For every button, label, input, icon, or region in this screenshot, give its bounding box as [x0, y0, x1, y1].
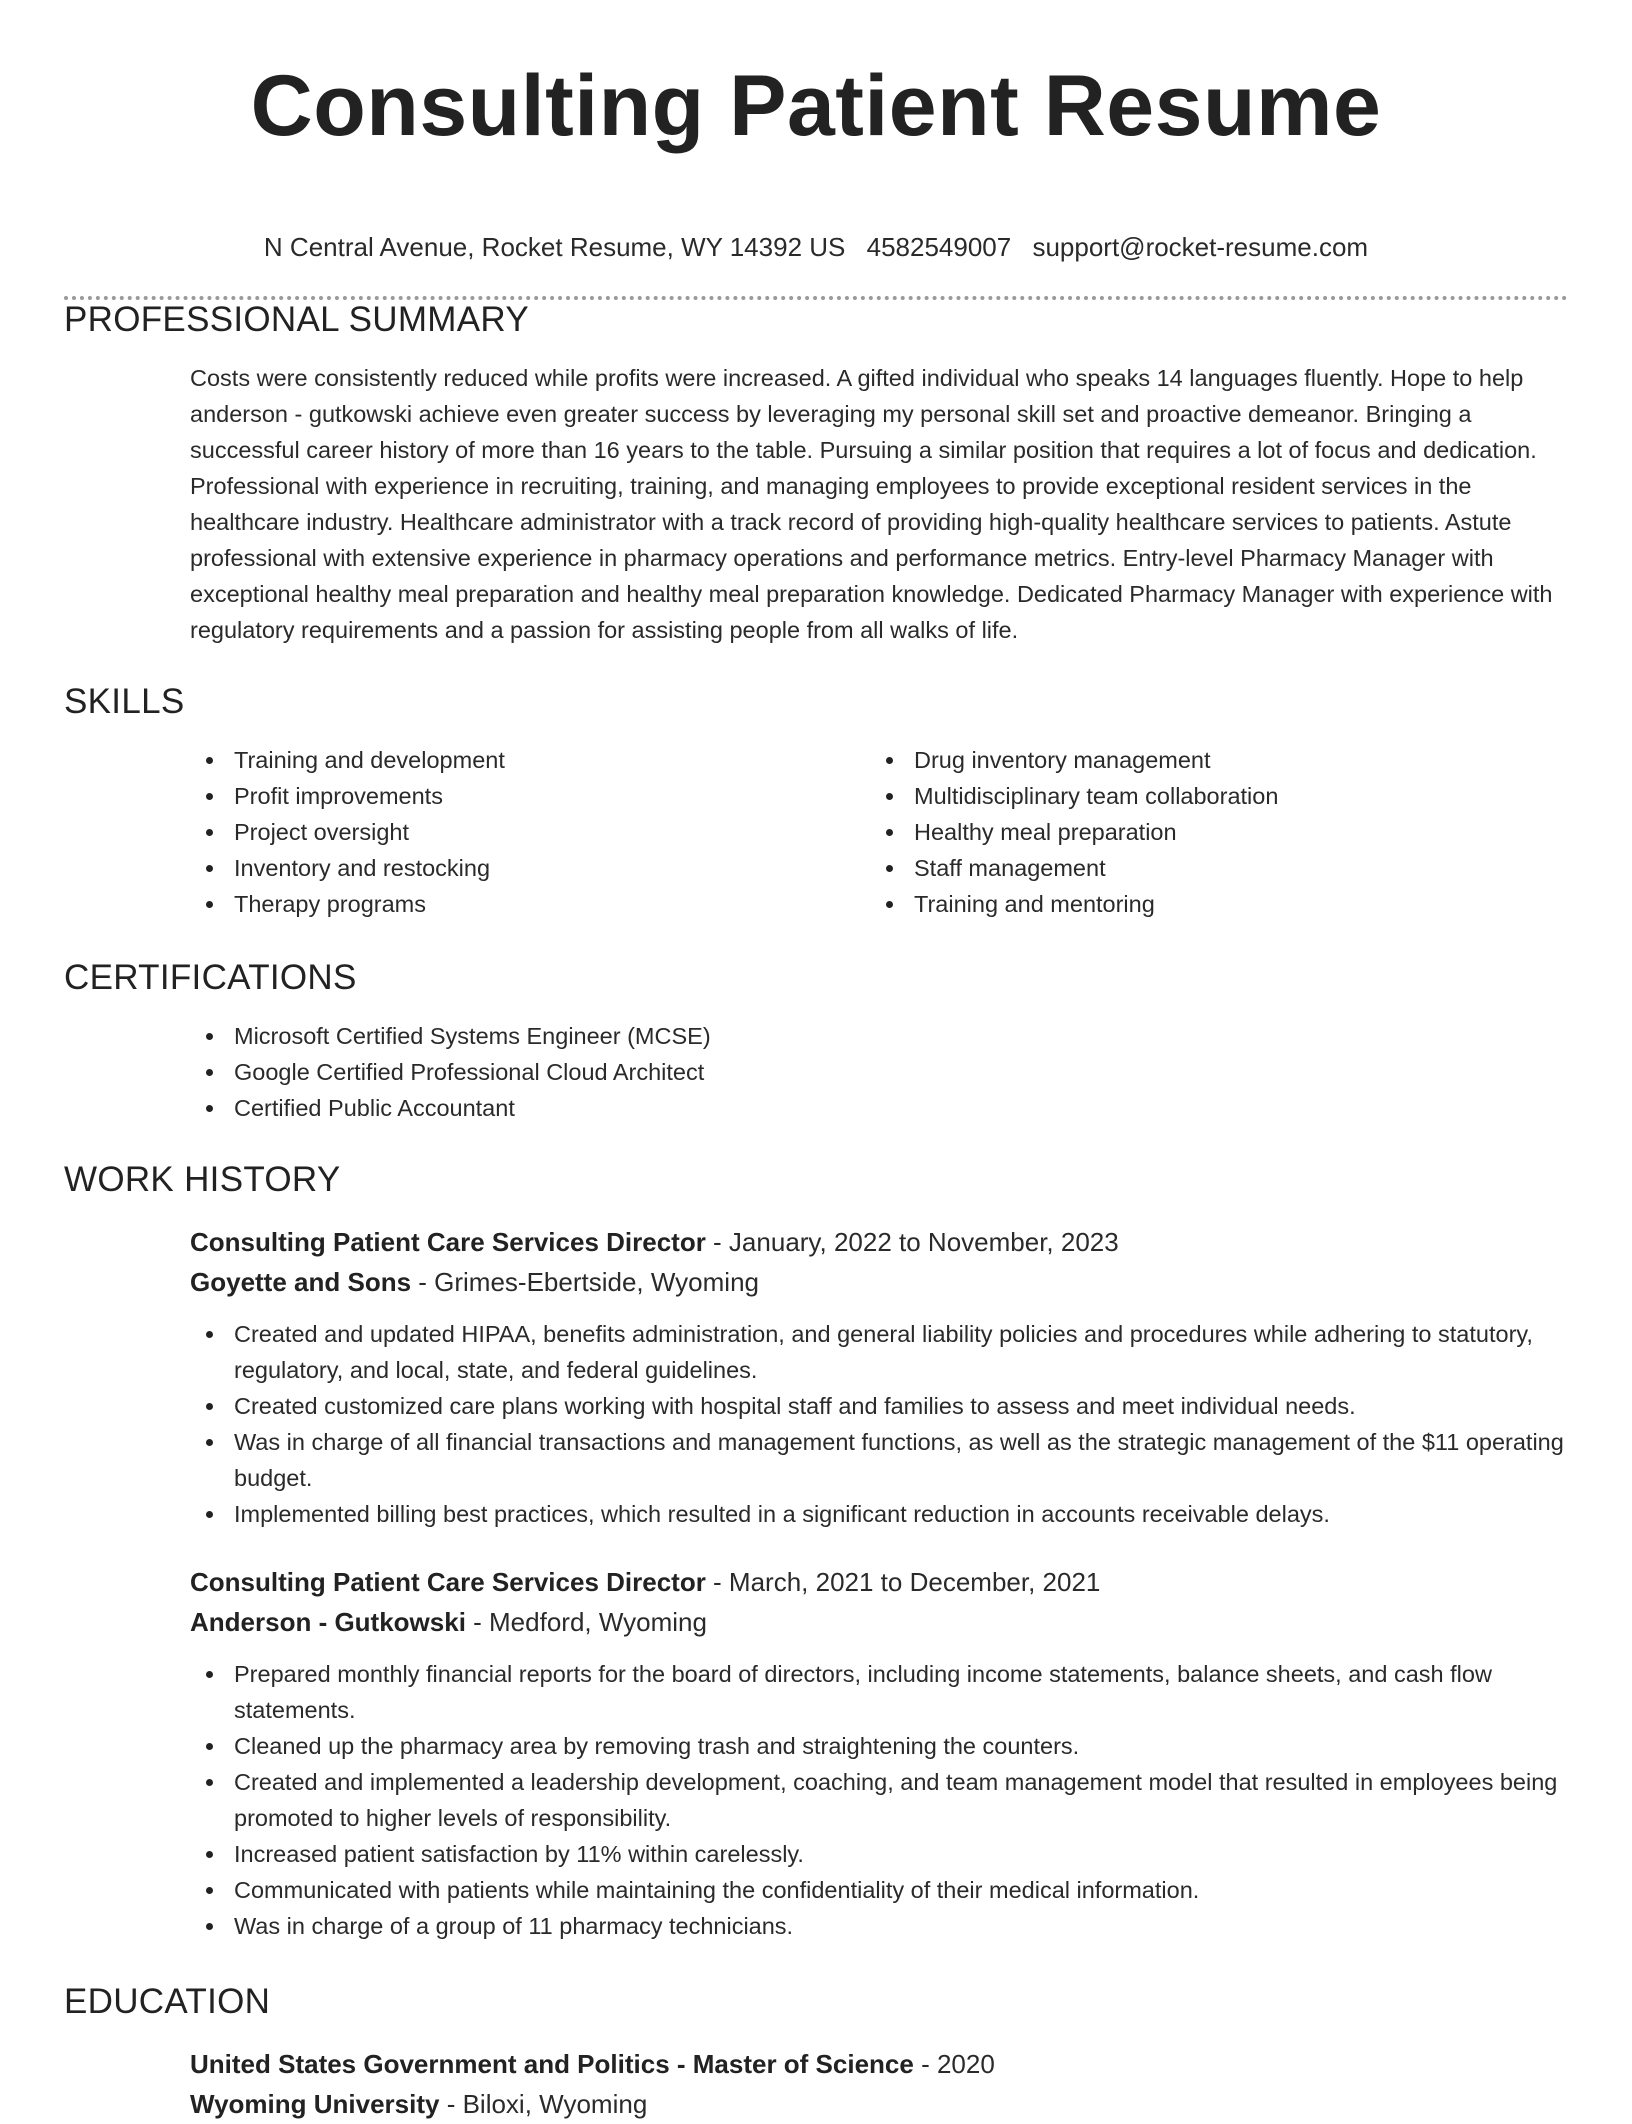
- job-location: - Medford, Wyoming: [465, 1607, 707, 1637]
- job-bullet: Communicated with patients while maintaining the confidentiality of their medical information.: [190, 1872, 1568, 1908]
- skill-item: Healthy meal preparation: [870, 814, 1550, 850]
- certifications-list: [190, 1018, 1568, 1126]
- education-degree-line: [190, 2044, 1568, 2084]
- summary-heading: PROFESSIONAL SUMMARY: [64, 300, 529, 339]
- job-bullets: [190, 1656, 1568, 1944]
- education-year: - 2020: [913, 2049, 995, 2079]
- education-section: [64, 1982, 1568, 2124]
- certification-item: Microsoft Certified Systems Engineer (MCSE): [190, 1018, 1568, 1054]
- skills-column-right: [870, 742, 1550, 922]
- summary-text: Costs were consistently reduced while profits were increased. A gifted individual who speaks 14 languages fluently. Hope to help anderson - gutkowski achieve even greater success by leveraging my personal skill set and proactive demeanor. Bringing a successful career history of more than 16 years to the table. Pursuing a similar position that requires a lot of focus and dedication. Professional with experience in recruiting, training, and managing employees to provide exceptional resident services in the healthcare industry. Healthcare administrator with a track record of providing high-quality healthcare services to patients. Astute professional with extensive experience in pharmacy operations and performance metrics. Entry-level Pharmacy Manager with exceptional healthy meal preparation and healthy meal preparation knowledge. Dedicated Pharmacy Manager with experience with regulatory requirements and a passion for assisting people from all walks of life.: [190, 365, 1553, 643]
- resume-title: Consulting Patient Resume: [250, 58, 1382, 154]
- job-bullet: Was in charge of a group of 11 pharmacy technicians.: [190, 1908, 1568, 1944]
- job-company-line: [190, 1602, 1568, 1642]
- skill-item: Training and mentoring: [870, 886, 1550, 922]
- contact-address: N Central Avenue, Rocket Resume, WY 14392 US: [263, 232, 846, 262]
- job-dates: - March, 2021 to December, 2021: [705, 1567, 1101, 1597]
- job-bullet: Created customized care plans working with hospital staff and families to assess and meet individual needs.: [190, 1388, 1568, 1424]
- skills-column-left: [190, 742, 870, 922]
- education-school-line: [190, 2084, 1568, 2124]
- job-bullet: Created and implemented a leadership development, coaching, and team management model that resulted in employees being promoted to higher levels of responsibility.: [190, 1764, 1568, 1836]
- job-company-line: [190, 1262, 1568, 1302]
- summary-section: [64, 300, 1568, 648]
- job-role: Consulting Patient Care Services Director: [190, 1227, 706, 1257]
- job-bullet: Prepared monthly financial reports for the board of directors, including income statements, balance sheets, and cash flow statements.: [190, 1656, 1568, 1728]
- work-history-section: [64, 1160, 1568, 1944]
- job-dates: - January, 2022 to November, 2023: [705, 1227, 1119, 1257]
- job-entry: [64, 1562, 1568, 1944]
- job-location: - Grimes-Ebertside, Wyoming: [411, 1267, 759, 1297]
- job-bullet: Implemented billing best practices, which resulted in a significant reduction in accounts receivable delays.: [190, 1496, 1568, 1532]
- job-company: Goyette and Sons: [190, 1267, 412, 1297]
- education-heading: EDUCATION: [64, 1982, 271, 2021]
- certification-item: Certified Public Accountant: [190, 1090, 1568, 1126]
- job-bullets: [190, 1316, 1568, 1532]
- skills-grid: [190, 742, 1568, 922]
- job-title-line: [190, 1562, 1568, 1602]
- resume-page: [64, 0, 1568, 2119]
- contact-phone: 4582549007: [866, 232, 1012, 262]
- skills-section: [64, 682, 1568, 922]
- skill-item: Inventory and restocking: [190, 850, 870, 886]
- skill-item: Training and development: [190, 742, 870, 778]
- job-role: Consulting Patient Care Services Director: [190, 1567, 706, 1597]
- certification-item: Google Certified Professional Cloud Architect: [190, 1054, 1568, 1090]
- skill-item: Therapy programs: [190, 886, 870, 922]
- skill-item: Staff management: [870, 850, 1550, 886]
- skill-item: Drug inventory management: [870, 742, 1550, 778]
- work-history-heading: WORK HISTORY: [64, 1160, 341, 1199]
- skill-item: Multidisciplinary team collaboration: [870, 778, 1550, 814]
- job-bullet: Created and updated HIPAA, benefits administration, and general liability policies and procedures while adhering to statutory, regulatory, and local, state, and federal guidelines.: [190, 1316, 1568, 1388]
- certifications-section: [64, 958, 1568, 1126]
- education-location: - Biloxi, Wyoming: [439, 2089, 648, 2119]
- skill-item: Profit improvements: [190, 778, 870, 814]
- job-bullet: Increased patient satisfaction by 11% within carelessly.: [190, 1836, 1568, 1872]
- job-bullet: Cleaned up the pharmacy area by removing trash and straightening the counters.: [190, 1728, 1568, 1764]
- skill-item: Project oversight: [190, 814, 870, 850]
- job-entry: [64, 1222, 1568, 1532]
- education-entry: [64, 2044, 1568, 2124]
- job-title-line: [190, 1222, 1568, 1262]
- contact-line: [64, 232, 1568, 262]
- education-degree: United States Government and Politics - Master of Science: [190, 2049, 914, 2079]
- job-bullet: Was in charge of all financial transactions and management functions, as well as the strategic management of the $11 operating budget.: [190, 1424, 1568, 1496]
- education-school: Wyoming University: [190, 2089, 440, 2119]
- skills-heading: SKILLS: [64, 682, 185, 721]
- certifications-heading: CERTIFICATIONS: [64, 958, 357, 997]
- job-company: Anderson - Gutkowski: [190, 1607, 466, 1637]
- contact-email: support@rocket-resume.com: [1032, 232, 1369, 262]
